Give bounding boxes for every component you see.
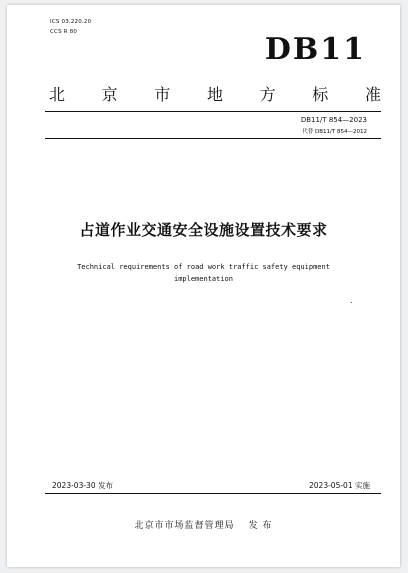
standard-name-char: 市 (154, 85, 171, 104)
standard-name-char: 京 (101, 85, 118, 104)
standard-name-char: 标 (312, 85, 329, 104)
ics-code: ICS 03.220.20 (50, 19, 92, 25)
issue-date: 2023-03-30 发布 (52, 481, 113, 490)
title-english-line-1: Technical requirements of road work traffic safety equipment (77, 263, 330, 271)
standard-name-char: 地 (206, 85, 223, 104)
issuing-authority (7, 518, 400, 531)
standard-category-name (49, 82, 381, 105)
document-title-english (7, 261, 400, 285)
document-page (7, 5, 400, 567)
implementation-date: 2023-05-01 实施 (309, 481, 370, 490)
standard-number: DB11/T 854—2023 (300, 116, 367, 124)
header-divider-thick (45, 111, 381, 112)
replaces-standard: 代替 DB11/T 854—2012 (302, 129, 367, 135)
title-english-line-2: implementation (173, 275, 233, 283)
ccs-code: CCS R 80 (50, 29, 78, 35)
footer-divider (45, 493, 381, 494)
issuer-name: 北京市市场监督管理局 (134, 521, 235, 531)
standard-name-char: 准 (364, 85, 381, 104)
issue-word: 发 布 (248, 521, 273, 531)
document-title-chinese: 占道作业交通安全设施设置技术要求 (79, 221, 328, 239)
header-divider-thin (45, 138, 381, 139)
stray-mark: . (350, 296, 353, 305)
standard-logo: DB11 (264, 32, 366, 67)
standard-name-char: 北 (49, 85, 66, 104)
standard-name-char: 方 (259, 85, 276, 104)
